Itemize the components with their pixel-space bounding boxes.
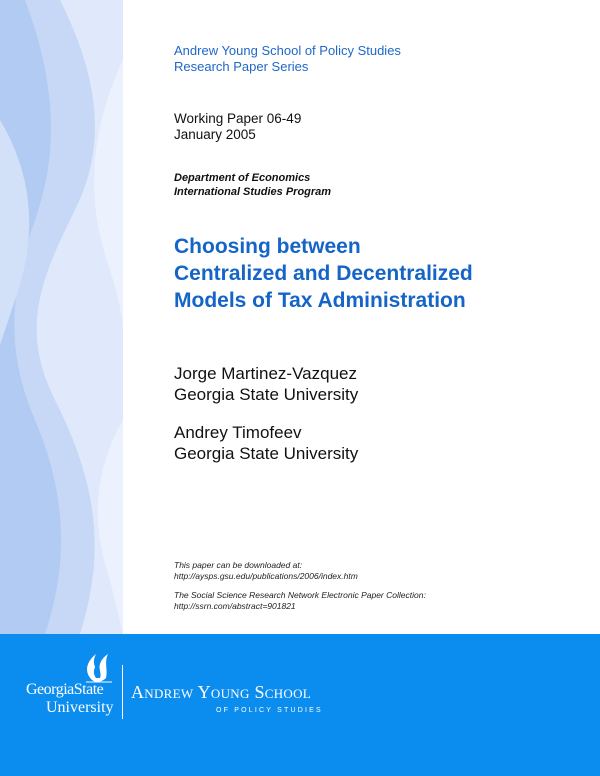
author-affiliation: Georgia State University — [174, 385, 359, 404]
download-info — [174, 560, 426, 612]
download-note: This paper can be downloaded at: — [174, 560, 303, 570]
department-name: Department of Economics — [174, 172, 311, 184]
department-info — [174, 171, 331, 199]
wave-decoration — [0, 0, 123, 634]
paper-title — [174, 233, 473, 314]
logo-divider — [122, 665, 123, 719]
working-paper-info — [174, 111, 301, 143]
school-subtitle: OF POLICY STUDIES — [216, 707, 323, 714]
title-line-2: Centralized and Decentralized — [174, 262, 473, 285]
author-name: Jorge Martinez-Vazquez — [174, 364, 357, 383]
ssrn-link[interactable]: http://ssrn.com/abstract=901821 — [174, 601, 296, 611]
title-line-3: Models of Tax Administration — [174, 289, 466, 312]
decorative-side-panel — [0, 0, 123, 634]
author-name: Andrey Timofeev — [174, 423, 302, 442]
gsu-wordmark-line1: GeorgiaState — [26, 681, 104, 698]
working-paper-date: January 2005 — [174, 127, 256, 142]
working-paper-number: Working Paper 06-49 — [174, 111, 302, 126]
program-name: International Studies Program — [174, 186, 332, 198]
spacer — [174, 582, 426, 590]
series-heading — [174, 43, 401, 75]
author-2 — [174, 422, 358, 464]
series-name: Andrew Young School of Policy Studies — [174, 43, 401, 58]
series-subtitle: Research Paper Series — [174, 59, 309, 74]
download-link[interactable]: http://aysps.gsu.edu/publications/2006/index.htm — [174, 571, 358, 581]
author-1 — [174, 363, 358, 405]
school-name: Andrew Young School — [131, 682, 312, 702]
title-line-1: Choosing between — [174, 235, 361, 258]
author-affiliation: Georgia State University — [174, 444, 359, 463]
gsu-wordmark-line2: University — [46, 699, 114, 716]
ssrn-note: The Social Science Research Network Electronic Paper Collection: — [174, 590, 426, 600]
